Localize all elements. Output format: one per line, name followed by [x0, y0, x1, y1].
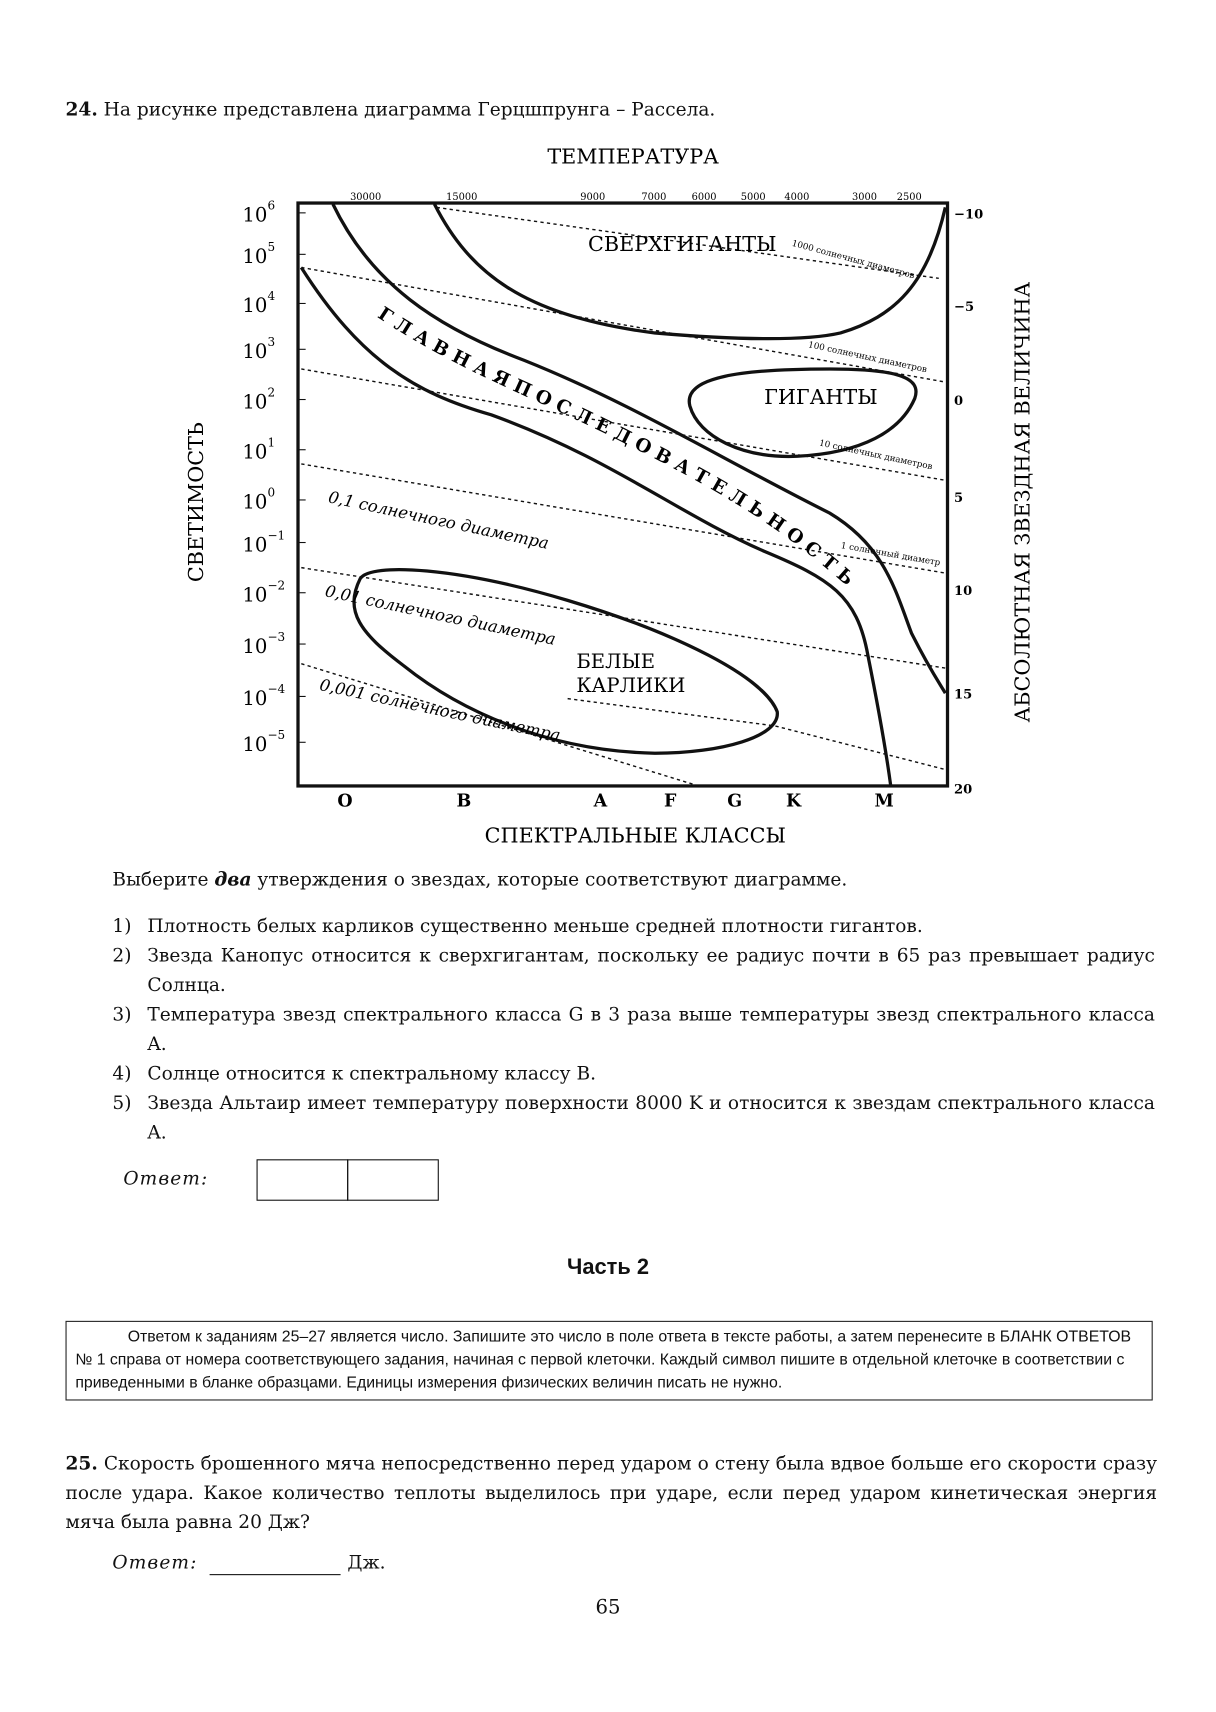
- option-text: Звезда Альтаир имеет температуру поверхности 8000 K и относится к звездам спектрального класса A.: [147, 1092, 1155, 1144]
- luminosity-tick-label: [242, 728, 285, 756]
- task-text: На рисунке представлена диаграмма Герцшпрунга – Рассела.: [103, 99, 716, 122]
- spectral-class-label: F: [664, 791, 677, 812]
- answer-option: [112, 1060, 1154, 1089]
- magnitude-tick-label: −10: [954, 207, 984, 223]
- luminosity-tick-label: [242, 630, 285, 658]
- luminosity-base: 10: [242, 203, 268, 227]
- answer-input-25[interactable]: [210, 1552, 341, 1575]
- luminosity-base: 10: [242, 390, 268, 414]
- white-dwarfs-boundary: [354, 570, 777, 754]
- luminosity-base: 10: [242, 583, 268, 607]
- option-number: 5): [112, 1092, 132, 1115]
- luminosity-exponent: 0: [267, 485, 276, 500]
- luminosity-exponent: −5: [267, 728, 286, 743]
- luminosity-base: 10: [242, 490, 268, 514]
- luminosity-tick-label: [242, 199, 275, 227]
- spectral-class-label: A: [593, 791, 608, 812]
- magnitude-tick-label: 0: [954, 393, 964, 409]
- spectral-class-label: B: [456, 791, 472, 812]
- temperature-tick-label: 4000: [784, 191, 810, 203]
- spectral-class-label: K: [786, 791, 802, 812]
- answer-label-25: Ответ:: [112, 1552, 198, 1575]
- spectral-axis-title: СПЕКТРАЛЬНЫЕ КЛАССЫ: [484, 823, 786, 848]
- task-text: Скорость брошенного мяча непосредственно перед ударом о стену была вдвое больше его скорости сразу после удара. Какое количество теплоты выделилось при ударе, если перед ударом кинетическая энергия мяча была равна 20 Дж?: [65, 1452, 1158, 1534]
- diameter-line-0.01: [568, 699, 946, 770]
- page-number: 65: [595, 1595, 621, 1619]
- task-number: 25.: [65, 1452, 98, 1475]
- luminosity-base: 10: [242, 634, 268, 658]
- giants-boundary: [689, 369, 916, 456]
- answer-option: [112, 1089, 1154, 1148]
- answer-unit: Дж.: [347, 1552, 386, 1575]
- option-number: 4): [112, 1063, 132, 1086]
- diameter-label-0.01: 0,01 солнечного диаметра: [323, 581, 558, 649]
- diameter-label-0.001: 0,001 солнечного диаметра: [317, 675, 563, 745]
- luminosity-base: 10: [242, 294, 268, 318]
- part-2-instructions: Ответом к заданиям 25–27 является число. Запишите это число в поле ответа в тексте работы, а затем перенесите в БЛАНК ОТВЕТОВ № 1 справа от номера соответствующего задания, начиная с первой клеточки. Каждый символ пишите в отдельной клеточке в соответствии с приведенными в бланке образцами. Единицы измерения физических величин писать не нужно.: [65, 1321, 1152, 1401]
- luminosity-base: 10: [242, 687, 268, 711]
- luminosity-tick-label: [242, 240, 275, 268]
- luminosity-exponent: 5: [267, 240, 276, 255]
- option-number: 3): [112, 1004, 132, 1027]
- temperature-tick-label: 9000: [580, 191, 606, 203]
- luminosity-exponent: 3: [267, 335, 276, 350]
- diameter-label-100: 100 солнечных диаметров: [807, 340, 928, 376]
- main-sequence-label: Г Л А В Н А Я П О С Л Е Д О В А Т Е Л Ь Н О С Т Ь: [374, 303, 858, 590]
- luminosity-tick-label: [242, 486, 275, 514]
- spectral-class-label: O: [337, 791, 353, 812]
- task-24-prompt: [112, 869, 847, 891]
- temperature-axis-title: ТЕМПЕРАТУРА: [547, 144, 719, 169]
- luminosity-axis-title: СВЕТИМОСТЬ: [184, 422, 209, 583]
- luminosity-base: 10: [242, 533, 268, 557]
- luminosity-tick-label: [242, 289, 275, 317]
- answer-option: [112, 1001, 1154, 1060]
- white-dwarfs-label-2: КАРЛИКИ: [576, 674, 686, 698]
- temperature-tick-label: 5000: [740, 191, 766, 203]
- task-25: [65, 1450, 1157, 1538]
- luminosity-exponent: −4: [267, 682, 286, 697]
- spectral-class-label: G: [727, 791, 743, 812]
- supergiants-label: СВЕРХГИГАНТЫ: [587, 232, 777, 257]
- answer-label-24: Ответ:: [123, 1168, 209, 1190]
- supergiants-boundary: [434, 204, 945, 339]
- temperature-tick-label: 2500: [896, 191, 922, 203]
- diameter-label-1: 1 солнечный диаметр: [840, 541, 941, 569]
- temperature-tick-label: 7000: [641, 191, 667, 203]
- luminosity-base: 10: [242, 733, 268, 757]
- option-text: Плотность белых карликов существенно меньше средней плотности гигантов.: [147, 915, 923, 938]
- part-2-title: Часть 2: [567, 1255, 649, 1280]
- temperature-tick-label: 30000: [350, 191, 382, 203]
- magnitude-tick-label: 5: [954, 491, 964, 507]
- answer-row-25: [112, 1552, 385, 1575]
- diameter-label-1000: 1000 солнечных диаметров: [790, 238, 916, 282]
- prompt-emphasis: два: [214, 868, 252, 891]
- answer-options: [112, 913, 1154, 1149]
- magnitude-tick-label: −5: [954, 300, 975, 316]
- spectral-class-label: M: [874, 791, 894, 812]
- magnitude-tick-label: 10: [954, 583, 973, 599]
- luminosity-base: 10: [242, 340, 268, 364]
- temperature-tick-label: 15000: [446, 191, 478, 203]
- magnitude-tick-label: 15: [954, 687, 973, 703]
- option-number: 2): [112, 945, 132, 968]
- luminosity-exponent: 4: [267, 289, 276, 304]
- prompt-text: Выберите: [112, 868, 215, 891]
- temperature-tick-label: 3000: [852, 191, 878, 203]
- answer-option: [112, 942, 1154, 1001]
- answer-option: [112, 913, 1154, 942]
- luminosity-exponent: −2: [267, 578, 286, 593]
- luminosity-base: 10: [242, 245, 268, 269]
- luminosity-exponent: 2: [267, 385, 276, 400]
- option-text: Звезда Канопус относится к сверхгигантам, поскольку ее радиус почти в 65 раз превышает радиус Солнца.: [147, 945, 1155, 997]
- answer-cell-2[interactable]: [347, 1159, 439, 1200]
- luminosity-tick-label: [242, 335, 275, 363]
- option-text: Солнце относится к спектральному классу B.: [147, 1063, 597, 1086]
- luminosity-tick-label: [242, 435, 275, 463]
- option-number: 1): [112, 915, 132, 938]
- diameter-label-10: 10 солнечных диаметров: [818, 438, 934, 473]
- svg-text:Г Л А В Н А Я П О С Л Е Д О: [374, 303, 858, 590]
- luminosity-tick-label: [242, 682, 285, 710]
- luminosity-exponent: −1: [267, 528, 286, 543]
- luminosity-tick-label: [242, 578, 285, 606]
- task-number: 24.: [65, 99, 98, 122]
- luminosity-tick-label: [242, 528, 285, 556]
- magnitude-tick-label: 20: [954, 782, 973, 798]
- prompt-text: утверждения о звездах, которые соответствуют диаграмме.: [251, 868, 848, 891]
- temperature-tick-label: 6000: [691, 191, 717, 203]
- luminosity-base: 10: [242, 440, 268, 464]
- diameter-label-0.1: 0,1 солнечного диаметра: [326, 487, 551, 553]
- option-text: Температура звезд спектрального класса G в 3 раза выше температуры звезд спектрального класса A.: [147, 1004, 1155, 1056]
- luminosity-exponent: −3: [267, 629, 286, 644]
- luminosity-tick-label: [242, 385, 275, 413]
- giants-label: ГИГАНТЫ: [764, 384, 878, 409]
- white-dwarfs-label-1: БЕЛЫЕ: [576, 650, 656, 674]
- answer-cell-1[interactable]: [257, 1159, 349, 1200]
- luminosity-exponent: 6: [267, 198, 276, 213]
- magnitude-axis-title: АБСОЛЮТНАЯ ЗВЕЗДНАЯ ВЕЛИЧИНА: [1010, 281, 1035, 723]
- luminosity-exponent: 1: [267, 435, 276, 450]
